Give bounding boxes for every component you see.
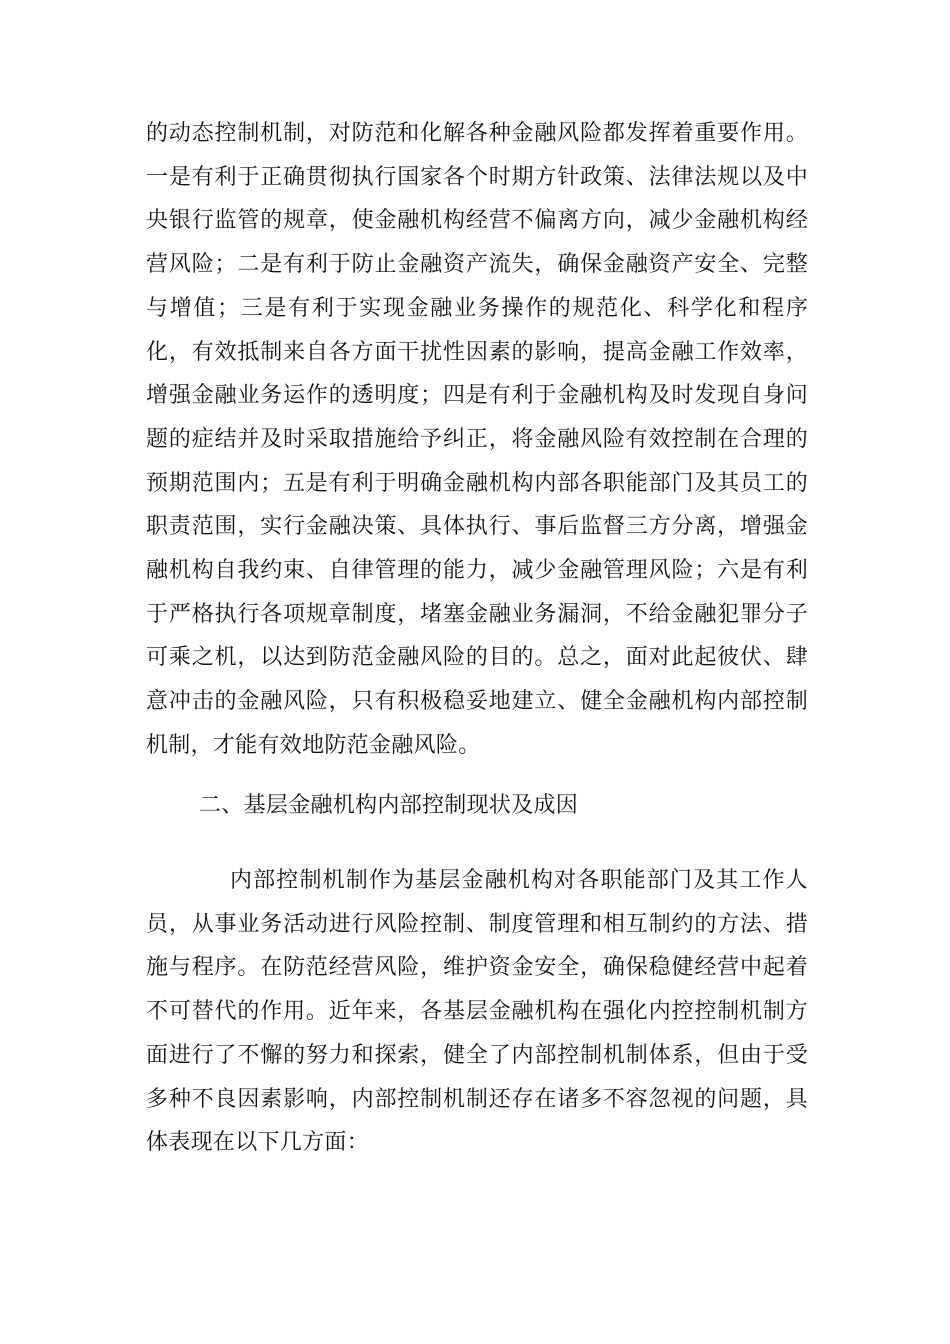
body-paragraph-1: 的动态控制机制，对防范和化解各种金融风险都发挥着重要作用。一是有利于正确贯彻执行国家各个时期方针政策、法律法规以及中央银行监管的规章，使金融机构经营不偏离方向，减少金融机构经营风险；二是有利于防止金融资产流失，确保金融资产安全、完整与增值；三是有利于实现金融业务操作的规范化、科学化和程序化，有效抵制来自各方面干扰性因素的影响，提高金融工作效率，增强金融业务运作的透明度；四是有利于金融机构及时发现自身问题的症结并及时采取措施给予纠正，将金融风险有效控制在合理的预期范围内；五是有利于明确金融机构内部各职能部门及其员工的职责范围，实行金融决策、具体执行、事后监督三方分离，增强金融机构自我约束、自律管理的能力，减少金融管理风险；六是有利于严格执行各项规章制度，堵塞金融业务漏洞，不给金融犯罪分子可乘之机，以达到防范金融风险的目的。总之，面对此起彼伏、肆意冲击的金融风险，只有积极稳妥地建立、健全金融机构内部控制机制，才能有效地防范金融风险。 bbox=[146, 121, 808, 758]
body-paragraph-2: 内部控制机制作为基层金融机构对各职能部门及其工作人员，从事业务活动进行风险控制、制度管理和相互制约的方法、措施与程序。在防范经营风险，维护资金安全，确保稳健经营中起着不可替代的作用。近年来，各基层金融机构在强化内控控制机制方面进行了不懈的努力和探索，健全了内部控制机制体系，但由于受多种不良因素影响，内部控制机制还存在诸多不容忽视的问题，具体表现在以下几方面： bbox=[146, 868, 808, 1156]
section-heading: 二、基层金融机构内部控制现状及成因 bbox=[199, 793, 579, 818]
